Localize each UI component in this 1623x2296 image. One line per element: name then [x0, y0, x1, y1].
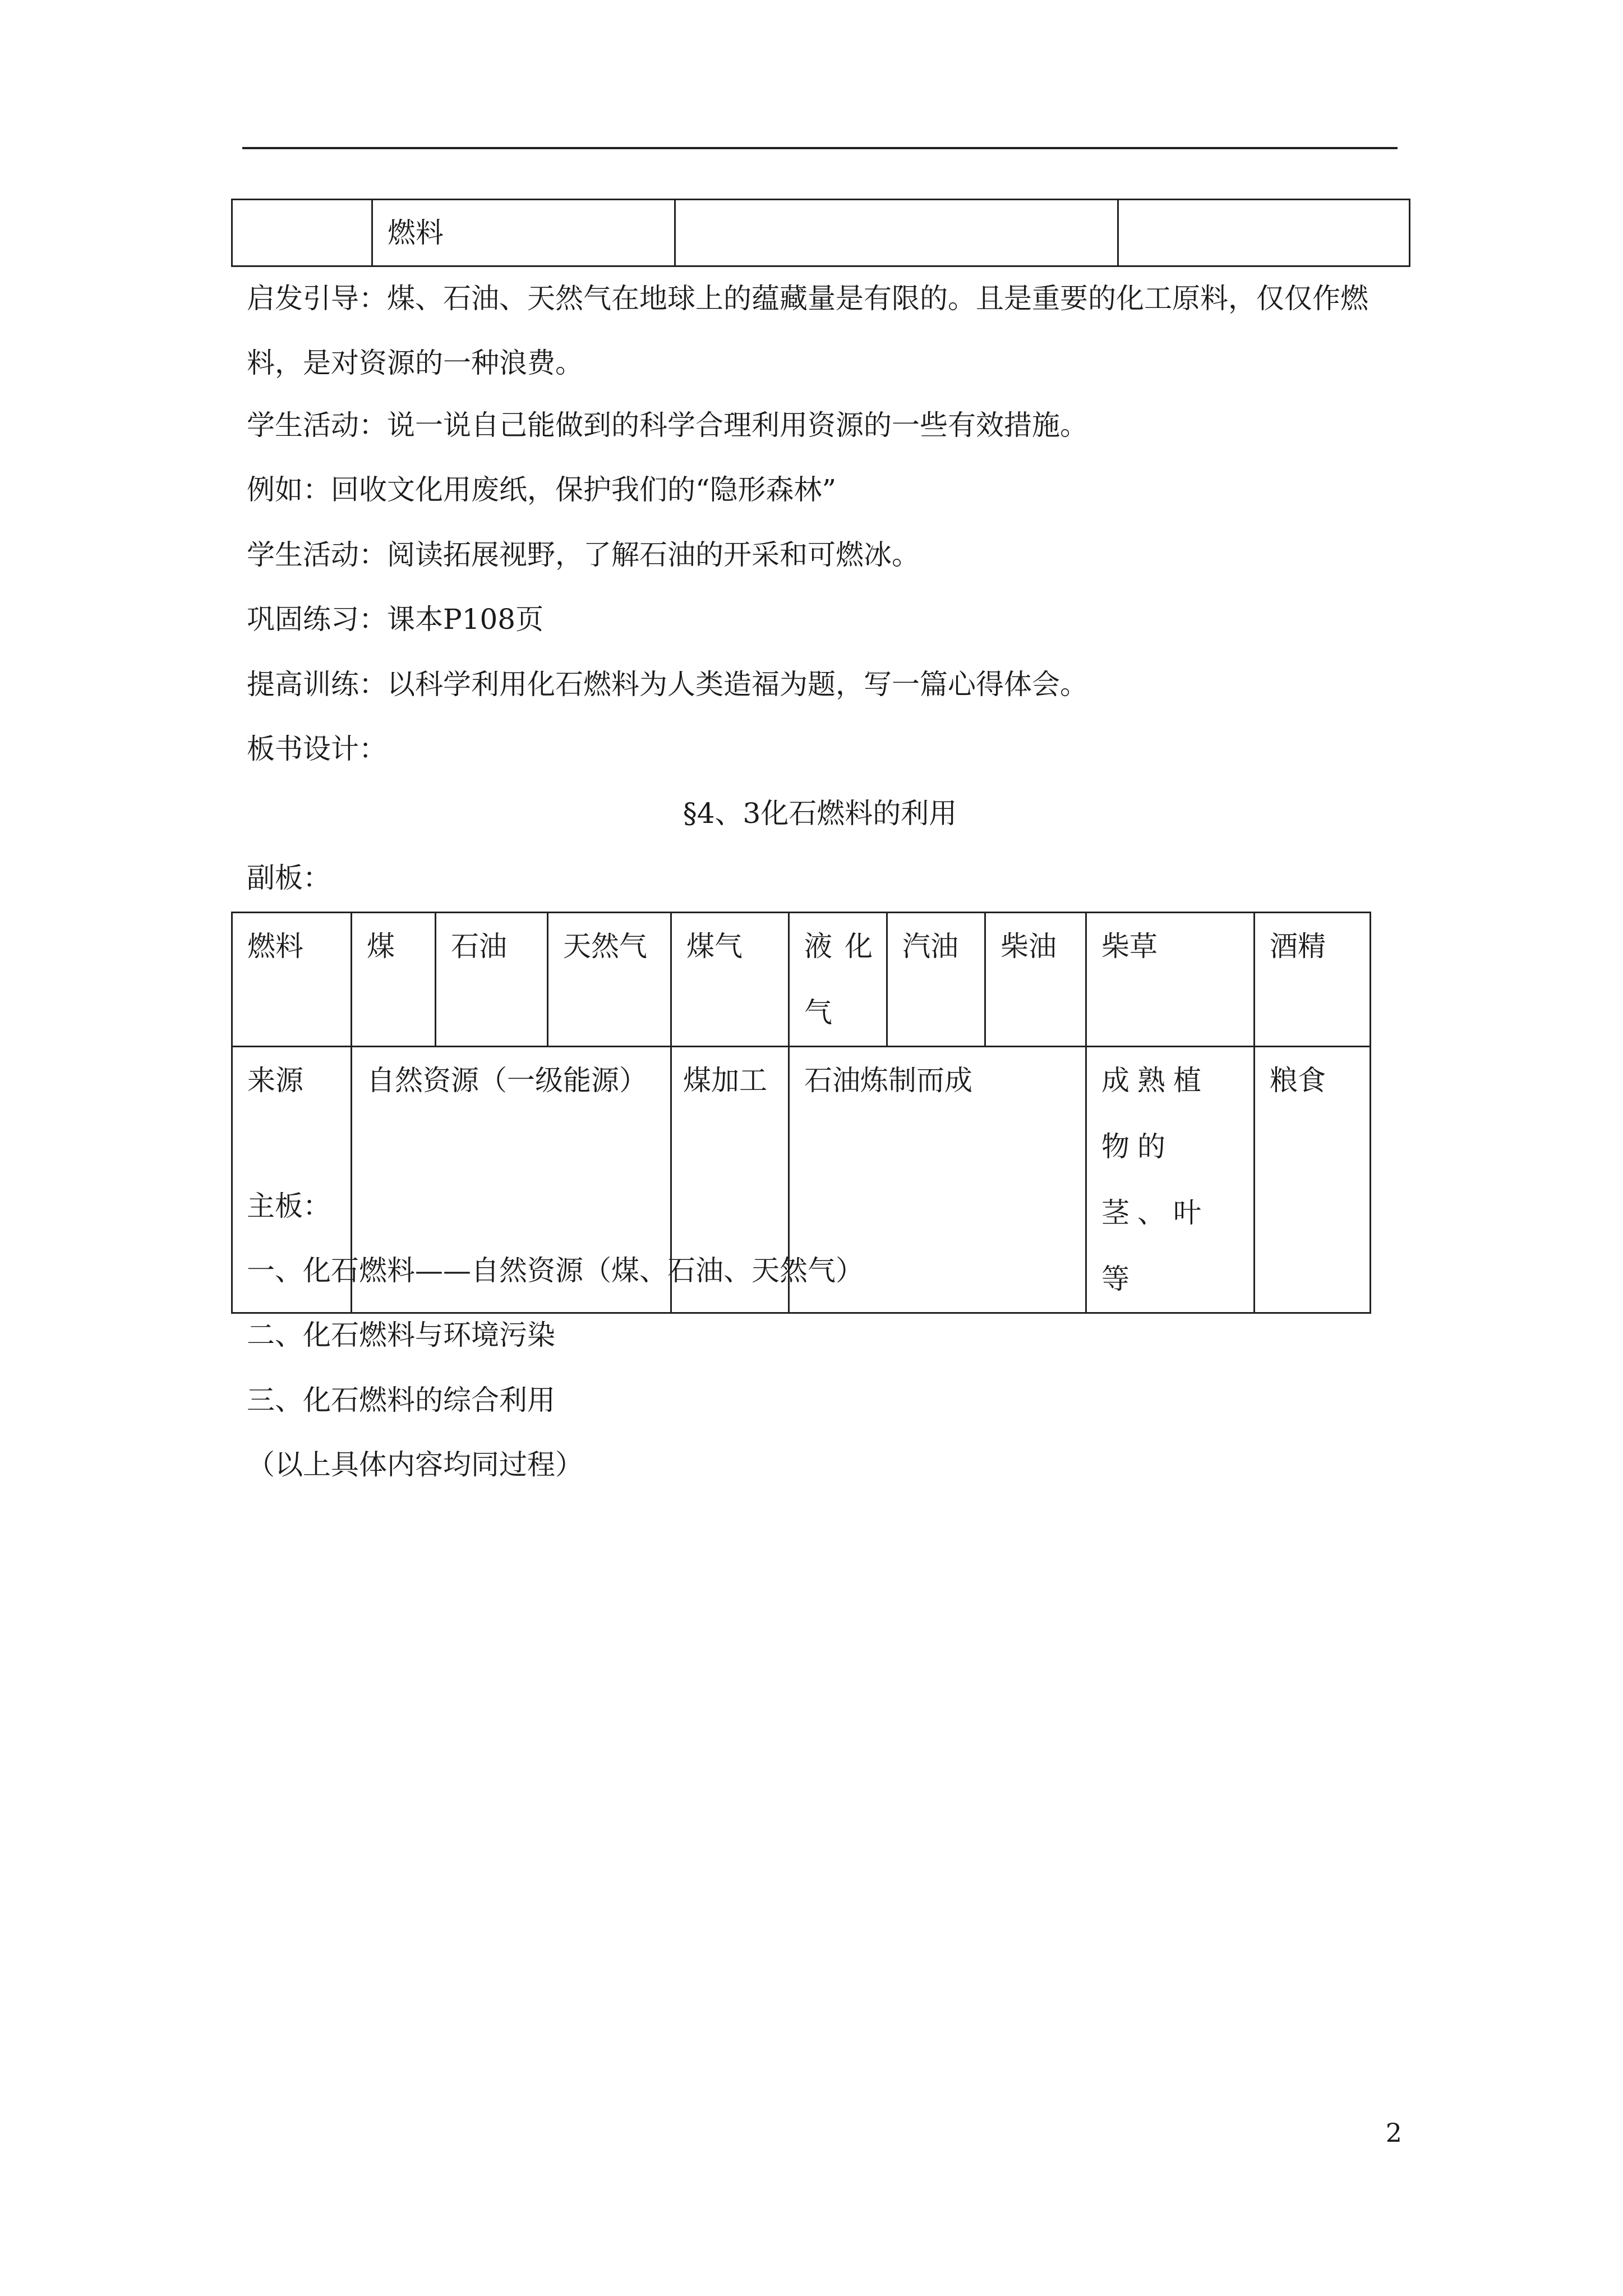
table-cell — [1118, 200, 1410, 266]
section-title: §4、3化石燃料的利用 — [683, 797, 957, 830]
sub-board-label: 副板： — [247, 862, 331, 894]
table-cell: 酒精 — [1255, 913, 1371, 1047]
page-number: 2 — [1385, 2118, 1402, 2148]
table-cell — [232, 200, 372, 266]
table-cell: 煤气 — [671, 913, 789, 1047]
main-board-item: 三、化石燃料的综合利用 — [247, 1384, 555, 1416]
header-rule — [242, 147, 1398, 149]
example-paragraph: 例如：回收文化用废纸，保护我们的“隐形森林” — [247, 473, 837, 506]
table-cell: 成熟植物的茎、叶等 — [1086, 1047, 1255, 1313]
continuation-table — [231, 199, 1410, 267]
table-cell: 天然气 — [548, 913, 671, 1047]
table-cell: 柴油 — [985, 913, 1086, 1047]
table-cell: 煤 — [352, 913, 436, 1047]
activity-paragraph: 学生活动：说一说自己能做到的科学合理利用资源的一些有效措施。 — [247, 409, 1088, 441]
guide-paragraph: 启发引导：煤、石油、天然气在地球上的蕴藏量是有限的。且是重要的化工原料，仅仅作燃料，是对资源的一种浪费。 — [247, 282, 1368, 379]
table-cell: 汽油 — [887, 913, 985, 1047]
table-row — [232, 200, 1410, 266]
table-cell: 柴草 — [1086, 913, 1255, 1047]
table-cell — [675, 200, 1118, 266]
main-board-item: 二、化石燃料与环境污染 — [247, 1319, 555, 1351]
main-board-item: 一、化石燃料——自然资源（煤、石油、天然气） — [247, 1254, 864, 1287]
table-cell: 燃料 — [372, 200, 675, 266]
main-board-note: （以上具体内容均同过程） — [247, 1448, 583, 1481]
activity-paragraph: 学生活动：阅读拓展视野，了解石油的开采和可燃冰。 — [247, 539, 920, 571]
table-cell: 煤加工 — [671, 1047, 789, 1313]
table-cell: 燃料 — [232, 913, 352, 1047]
table-cell: 来源 — [232, 1047, 352, 1313]
table-cell: 液化气 — [789, 913, 887, 1047]
table-cell: 自然资源（一级能源） — [352, 1047, 671, 1313]
table-row — [232, 913, 1371, 1047]
training-paragraph: 提高训练：以科学利用化石燃料为人类造福为题，写一篇心得体会。 — [247, 668, 1088, 701]
table-cell: 石油炼制而成 — [789, 1047, 1086, 1313]
main-board-label: 主板： — [247, 1190, 331, 1222]
board-design-label: 板书设计： — [247, 733, 387, 765]
table-cell: 石油 — [436, 913, 548, 1047]
practice-paragraph: 巩固练习：课本P108页 — [247, 603, 544, 636]
table-cell: 粮食 — [1255, 1047, 1371, 1313]
